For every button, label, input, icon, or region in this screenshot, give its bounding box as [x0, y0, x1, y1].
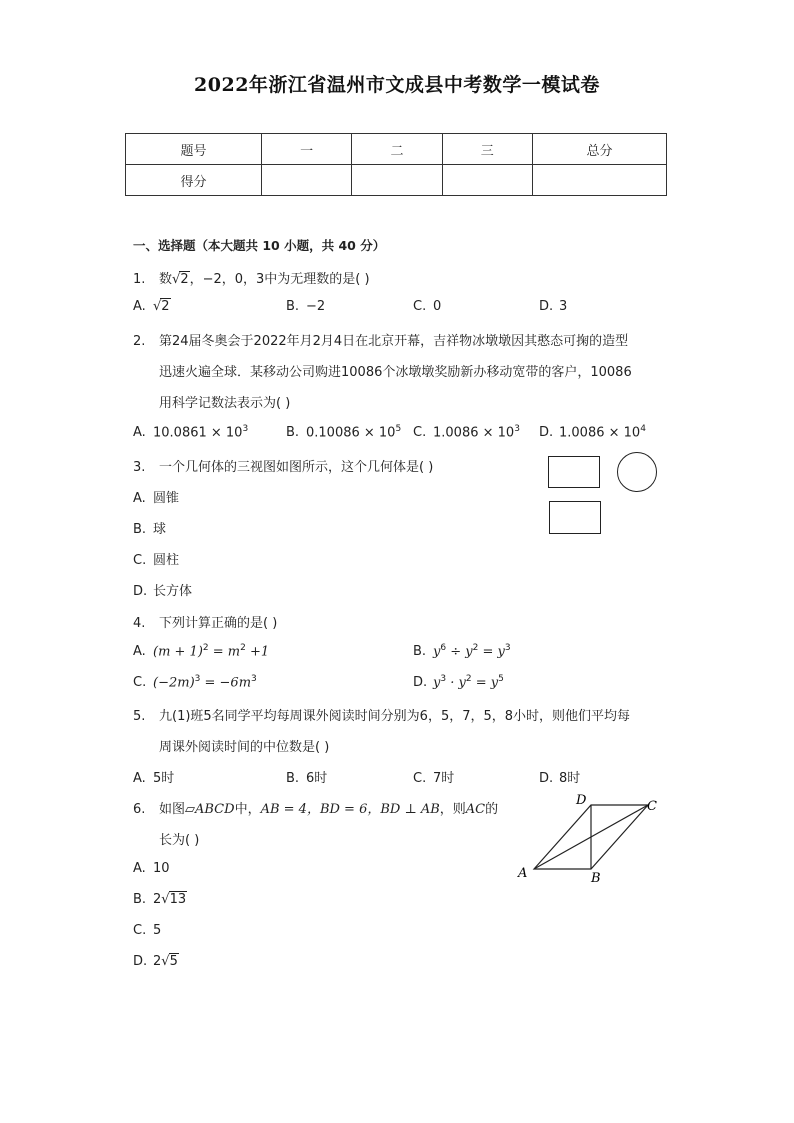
question-3 [133, 456, 433, 475]
option-text: 5 [153, 923, 162, 938]
top-view-circle [617, 452, 657, 492]
score-table [125, 133, 667, 196]
question-6-line-2: 长为( ) [159, 833, 200, 848]
question-text: 的 [485, 802, 499, 817]
option-letter: A. [133, 644, 146, 660]
option-b [286, 424, 401, 440]
option-text: 10.0861 × 10 [153, 425, 243, 441]
option-text: 2 [153, 892, 162, 907]
sqrt-symbol: √ [161, 954, 170, 969]
option-text: 0.10086 × 10 [306, 425, 396, 441]
option-text: −2 [306, 299, 326, 314]
option-text: 圆锥 [153, 491, 180, 506]
option-letter: B. [286, 299, 300, 314]
option-d [133, 954, 179, 969]
question-4 [133, 612, 277, 631]
option-c [133, 549, 179, 568]
question-text: 中， [234, 802, 261, 817]
math-text: y [433, 644, 441, 660]
question-number: 4. [133, 616, 146, 631]
option-letter: D. [539, 771, 554, 786]
sqrt-symbol: √ [153, 299, 162, 314]
option-letter: C. [413, 299, 427, 314]
option-text: 圆柱 [153, 553, 180, 568]
score-table-header-row [126, 134, 667, 165]
question-6 [133, 798, 498, 817]
option-letter: C. [133, 923, 147, 938]
option-c [133, 923, 161, 938]
option-a [133, 643, 269, 659]
exponent: 3 [242, 424, 249, 434]
option-d [133, 580, 192, 599]
option-a [133, 299, 171, 314]
vertex-label-b: B [591, 871, 601, 886]
option-c [413, 767, 454, 786]
option-d [539, 424, 646, 440]
question-number: 2. [133, 334, 146, 349]
sqrt-argument: 13 [169, 892, 187, 907]
option-letter: C. [133, 675, 147, 691]
score-cell [352, 165, 442, 196]
option-letter: C. [413, 771, 427, 786]
option-letter: B. [286, 425, 300, 441]
question-text: 九(1)班5名同学平均每周课外阅读时间分别为6，5，7，5，8小时，则他们平均每 [159, 709, 631, 724]
score-table-score-row [126, 165, 667, 196]
math-text: AB = 4，BD = 6，BD ⊥ AB [260, 802, 440, 817]
question-text: 如图▱ [159, 802, 195, 817]
exponent: 2 [240, 643, 246, 653]
option-c [413, 299, 441, 314]
table-header-cell: 总分 [532, 134, 666, 165]
option-letter: A. [133, 771, 146, 786]
option-text: 5时 [153, 771, 175, 786]
math-text: (−2m) [153, 675, 195, 691]
question-2 [133, 330, 628, 349]
score-cell [532, 165, 666, 196]
question-text: 第24届冬奥会于2022年月2月4日在北京开幕，吉祥物冰墩墩因其憨态可掬的造型 [159, 334, 629, 349]
exponent: 3 [251, 674, 257, 684]
option-d [539, 767, 580, 786]
option-letter: A. [133, 299, 146, 314]
sqrt-symbol: √ [172, 272, 181, 287]
exponent: 2 [472, 643, 479, 653]
math-text: y [433, 675, 441, 691]
question-number: 1. [133, 272, 146, 287]
side-view-rectangle [549, 501, 601, 534]
option-letter: B. [286, 771, 300, 786]
math-text: AC [465, 802, 486, 817]
table-row-label: 得分 [126, 165, 262, 196]
option-c [413, 424, 520, 440]
option-a [133, 487, 179, 506]
question-number: 5. [133, 709, 146, 724]
math-text: = −6m [200, 675, 252, 691]
exponent: 3 [514, 424, 520, 434]
sqrt-symbol: √ [161, 892, 170, 907]
option-a [133, 767, 174, 786]
option-b [286, 299, 325, 314]
option-letter: D. [413, 675, 428, 691]
question-5-line-2: 周课外阅读时间的中位数是( ) [159, 740, 330, 755]
option-text: 1.0086 × 10 [559, 425, 641, 441]
math-text: = y [478, 644, 505, 660]
option-b [133, 892, 187, 907]
sqrt-argument: 5 [169, 954, 178, 969]
parallelogram-figure [510, 790, 670, 890]
score-cell [261, 165, 351, 196]
question-text: ，−2，0，3中为无理数的是( ) [189, 272, 370, 287]
vertex-label-a: A [518, 866, 528, 881]
exponent: 5 [395, 424, 402, 434]
math-text: +1 [245, 644, 270, 660]
vertex-label-c: C [647, 799, 657, 814]
option-letter: A. [133, 425, 146, 441]
question-text: ，则 [439, 802, 466, 817]
question-1 [133, 268, 370, 287]
option-d [539, 299, 567, 314]
question-5 [133, 705, 630, 724]
section-heading: 一、选择题（本大题共 10 小题，共 40 分） [133, 238, 386, 253]
option-a [133, 861, 170, 876]
option-letter: D. [133, 584, 148, 599]
math-text: · y [446, 675, 466, 691]
vertex-label-d: D [576, 793, 587, 808]
exponent: 3 [194, 674, 201, 684]
option-b [133, 518, 166, 537]
option-text: 0 [433, 299, 442, 314]
sqrt-argument: 2 [180, 272, 189, 287]
option-text: 2 [153, 954, 162, 969]
option-text: 长方体 [153, 584, 193, 599]
exponent: 2 [465, 674, 472, 684]
option-letter: C. [413, 425, 427, 441]
math-text: (m + 1) [153, 644, 203, 660]
option-c [133, 674, 257, 690]
option-text: 6时 [306, 771, 328, 786]
math-text: = m [208, 644, 241, 660]
option-letter: A. [133, 861, 146, 876]
question-text: 下列计算正确的是( ) [159, 616, 278, 631]
exponent: 2 [202, 643, 209, 653]
option-letter: B. [413, 644, 427, 660]
option-letter: B. [133, 892, 147, 907]
option-letter: C. [133, 553, 147, 568]
math-text: ÷ y [446, 644, 473, 660]
exam-title: 2022年浙江省温州市文成县中考数学一模试卷 [194, 74, 600, 96]
option-b [286, 767, 327, 786]
table-header-cell: 二 [352, 134, 442, 165]
option-d [413, 674, 504, 690]
exponent: 3 [440, 674, 447, 684]
question-2-line-2: 迅速火遍全球．某移动公司购进10086个冰墩墩奖励新办移动宽带的客户，10086 [159, 365, 632, 380]
option-text: 球 [153, 522, 167, 537]
exponent: 6 [440, 643, 447, 653]
option-letter: D. [539, 425, 554, 441]
option-text: 1.0086 × 10 [433, 425, 515, 441]
exponent: 3 [504, 643, 511, 653]
option-b [413, 643, 511, 659]
question-number: 6. [133, 802, 146, 817]
math-text: = y [471, 675, 499, 691]
option-a [133, 424, 248, 440]
option-letter: D. [133, 954, 148, 969]
option-letter: B. [133, 522, 147, 537]
option-text: 7时 [433, 771, 455, 786]
option-text: 3 [559, 299, 568, 314]
score-cell [442, 165, 532, 196]
table-header-cell: 三 [442, 134, 532, 165]
front-view-rectangle [548, 456, 600, 488]
question-2-line-3: 用科学记数法表示为( ) [159, 396, 291, 411]
table-header-cell: 题号 [126, 134, 262, 165]
sqrt-argument: 2 [161, 299, 170, 314]
option-letter: A. [133, 491, 146, 506]
option-letter: D. [539, 299, 554, 314]
question-text: 一个几何体的三视图如图所示，这个几何体是( ) [159, 460, 434, 475]
exponent: 5 [498, 674, 504, 684]
math-text: ABCD [195, 802, 235, 817]
question-text: 数 [159, 272, 173, 287]
question-number: 3. [133, 460, 146, 475]
option-text: 10 [153, 861, 170, 876]
table-header-cell: 一 [261, 134, 351, 165]
option-text: 8时 [559, 771, 581, 786]
exponent: 4 [640, 424, 646, 434]
